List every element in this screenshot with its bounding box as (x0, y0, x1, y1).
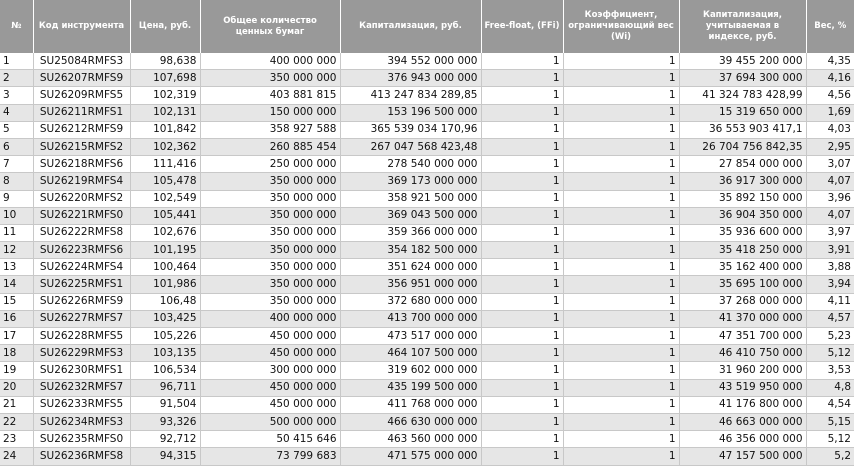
cell-price: 93,326 (130, 413, 200, 430)
cell-capitalization: 376 943 000 000 (340, 70, 481, 87)
cell-weight-percent: 4,56 (806, 87, 854, 104)
table-row (0, 53, 854, 70)
cell-instrument-code: SU26226RMFS9 (33, 293, 130, 310)
table-row (0, 276, 854, 293)
cell-instrument-code: SU25084RMFS3 (33, 53, 130, 70)
cell-free-float: 1 (481, 87, 563, 104)
table-row (0, 379, 854, 396)
cell-free-float: 1 (481, 173, 563, 190)
cell-weight-coefficient: 1 (563, 242, 679, 259)
cell-index-capitalization: 35 892 150 000 (679, 190, 806, 207)
cell-weight-percent: 4,16 (806, 70, 854, 87)
cell-free-float: 1 (481, 190, 563, 207)
cell-price: 106,48 (130, 293, 200, 310)
cell-weight-coefficient: 1 (563, 259, 679, 276)
cell-index-capitalization: 46 356 000 000 (679, 431, 806, 448)
cell-free-float: 1 (481, 362, 563, 379)
cell-number: 3 (0, 87, 33, 104)
cell-price: 106,534 (130, 362, 200, 379)
table-row (0, 310, 854, 327)
table-row (0, 121, 854, 138)
cell-price: 105,441 (130, 207, 200, 224)
cell-number: 1 (0, 53, 33, 70)
table-row (0, 224, 854, 241)
cell-number: 14 (0, 276, 33, 293)
table-row (0, 293, 854, 310)
cell-weight-coefficient: 1 (563, 224, 679, 241)
cell-index-capitalization: 36 917 300 000 (679, 173, 806, 190)
cell-capitalization: 435 199 500 000 (340, 379, 481, 396)
cell-price: 107,698 (130, 70, 200, 87)
cell-instrument-code: SU26223RMFS6 (33, 242, 130, 259)
cell-capitalization: 278 540 000 000 (340, 156, 481, 173)
cell-free-float: 1 (481, 121, 563, 138)
cell-capitalization: 359 366 000 000 (340, 224, 481, 241)
cell-price: 92,712 (130, 431, 200, 448)
cell-number: 11 (0, 224, 33, 241)
cell-weight-percent: 5,12 (806, 345, 854, 362)
cell-instrument-code: SU26227RMFS7 (33, 310, 130, 327)
table-row (0, 328, 854, 345)
cell-index-capitalization: 35 936 600 000 (679, 224, 806, 241)
cell-weight-coefficient: 1 (563, 276, 679, 293)
cell-free-float: 1 (481, 310, 563, 327)
cell-weight-percent: 5,2 (806, 448, 854, 465)
cell-number: 24 (0, 448, 33, 465)
header-weight-coefficient: Коэффициент, ограничивающий вес (Wi) (563, 0, 679, 53)
cell-number: 12 (0, 242, 33, 259)
cell-weight-percent: 3,88 (806, 259, 854, 276)
cell-price: 98,638 (130, 53, 200, 70)
cell-index-capitalization: 27 854 000 000 (679, 156, 806, 173)
cell-securities-count: 358 927 588 (200, 121, 340, 138)
cell-weight-percent: 3,97 (806, 224, 854, 241)
table-row (0, 138, 854, 155)
cell-securities-count: 73 799 683 (200, 448, 340, 465)
cell-weight-percent: 4,07 (806, 207, 854, 224)
cell-weight-percent: 4,54 (806, 396, 854, 413)
cell-weight-coefficient: 1 (563, 310, 679, 327)
cell-index-capitalization: 35 695 100 000 (679, 276, 806, 293)
table-row (0, 396, 854, 413)
cell-free-float: 1 (481, 156, 563, 173)
cell-weight-percent: 5,15 (806, 413, 854, 430)
cell-weight-percent: 3,94 (806, 276, 854, 293)
cell-number: 23 (0, 431, 33, 448)
cell-index-capitalization: 36 553 903 417,1 (679, 121, 806, 138)
cell-price: 96,711 (130, 379, 200, 396)
cell-securities-count: 350 000 000 (200, 224, 340, 241)
cell-index-capitalization: 15 319 650 000 (679, 104, 806, 121)
cell-number: 2 (0, 70, 33, 87)
cell-securities-count: 450 000 000 (200, 396, 340, 413)
cell-index-capitalization: 47 157 500 000 (679, 448, 806, 465)
cell-weight-coefficient: 1 (563, 207, 679, 224)
cell-weight-coefficient: 1 (563, 70, 679, 87)
cell-capitalization: 351 624 000 000 (340, 259, 481, 276)
header-free-float: Free-float, (FFi) (481, 0, 563, 53)
header-instrument-code: Код инструмента (33, 0, 130, 53)
cell-weight-percent: 4,57 (806, 310, 854, 327)
cell-price: 91,504 (130, 396, 200, 413)
table-row (0, 156, 854, 173)
cell-price: 102,676 (130, 224, 200, 241)
table-row (0, 207, 854, 224)
cell-number: 13 (0, 259, 33, 276)
cell-price: 94,315 (130, 448, 200, 465)
cell-capitalization: 464 107 500 000 (340, 345, 481, 362)
cell-weight-coefficient: 1 (563, 104, 679, 121)
cell-securities-count: 350 000 000 (200, 207, 340, 224)
header-securities-count: Общее количество ценных бумаг (200, 0, 340, 53)
cell-instrument-code: SU26219RMFS4 (33, 173, 130, 190)
cell-free-float: 1 (481, 396, 563, 413)
table-row (0, 242, 854, 259)
cell-securities-count: 400 000 000 (200, 310, 340, 327)
table-row (0, 190, 854, 207)
cell-capitalization: 463 560 000 000 (340, 431, 481, 448)
cell-index-capitalization: 41 324 783 428,99 (679, 87, 806, 104)
cell-free-float: 1 (481, 413, 563, 430)
cell-price: 111,416 (130, 156, 200, 173)
cell-index-capitalization: 35 418 250 000 (679, 242, 806, 259)
cell-number: 7 (0, 156, 33, 173)
cell-weight-percent: 5,23 (806, 328, 854, 345)
cell-instrument-code: SU26215RMFS2 (33, 138, 130, 155)
table-row (0, 362, 854, 379)
cell-weight-percent: 3,07 (806, 156, 854, 173)
cell-weight-coefficient: 1 (563, 138, 679, 155)
table-row (0, 259, 854, 276)
cell-index-capitalization: 41 370 000 000 (679, 310, 806, 327)
cell-price: 103,425 (130, 310, 200, 327)
cell-index-capitalization: 43 519 950 000 (679, 379, 806, 396)
cell-securities-count: 403 881 815 (200, 87, 340, 104)
cell-index-capitalization: 36 904 350 000 (679, 207, 806, 224)
cell-capitalization: 413 247 834 289,85 (340, 87, 481, 104)
cell-price: 103,135 (130, 345, 200, 362)
cell-securities-count: 350 000 000 (200, 293, 340, 310)
cell-number: 5 (0, 121, 33, 138)
cell-free-float: 1 (481, 276, 563, 293)
cell-capitalization: 369 173 000 000 (340, 173, 481, 190)
cell-number: 20 (0, 379, 33, 396)
cell-weight-percent: 1,69 (806, 104, 854, 121)
cell-capitalization: 356 951 000 000 (340, 276, 481, 293)
cell-number: 22 (0, 413, 33, 430)
cell-free-float: 1 (481, 259, 563, 276)
cell-index-capitalization: 37 694 300 000 (679, 70, 806, 87)
header-index-capitalization: Капитализация, учитываемая в индексе, руб. (679, 0, 806, 53)
table-row (0, 345, 854, 362)
table-row (0, 431, 854, 448)
cell-free-float: 1 (481, 448, 563, 465)
cell-number: 10 (0, 207, 33, 224)
cell-price: 105,226 (130, 328, 200, 345)
cell-instrument-code: SU26235RMFS0 (33, 431, 130, 448)
cell-number: 15 (0, 293, 33, 310)
table-row (0, 413, 854, 430)
cell-instrument-code: SU26236RMFS8 (33, 448, 130, 465)
cell-number: 8 (0, 173, 33, 190)
cell-weight-coefficient: 1 (563, 156, 679, 173)
cell-securities-count: 400 000 000 (200, 53, 340, 70)
cell-capitalization: 267 047 568 423,48 (340, 138, 481, 155)
cell-price: 101,842 (130, 121, 200, 138)
cell-weight-percent: 4,03 (806, 121, 854, 138)
cell-capitalization: 473 517 000 000 (340, 328, 481, 345)
cell-weight-coefficient: 1 (563, 328, 679, 345)
cell-price: 100,464 (130, 259, 200, 276)
cell-securities-count: 450 000 000 (200, 328, 340, 345)
cell-number: 17 (0, 328, 33, 345)
cell-free-float: 1 (481, 345, 563, 362)
cell-number: 19 (0, 362, 33, 379)
cell-weight-coefficient: 1 (563, 53, 679, 70)
cell-weight-percent: 2,95 (806, 138, 854, 155)
header-number: № (0, 0, 33, 53)
cell-price: 102,131 (130, 104, 200, 121)
cell-index-capitalization: 47 351 700 000 (679, 328, 806, 345)
cell-capitalization: 466 630 000 000 (340, 413, 481, 430)
cell-capitalization: 413 700 000 000 (340, 310, 481, 327)
cell-capitalization: 358 921 500 000 (340, 190, 481, 207)
table-row (0, 70, 854, 87)
cell-price: 102,549 (130, 190, 200, 207)
cell-weight-percent: 4,8 (806, 379, 854, 396)
table-row (0, 87, 854, 104)
table-body (0, 53, 854, 465)
cell-securities-count: 50 415 646 (200, 431, 340, 448)
table-row (0, 448, 854, 465)
cell-index-capitalization: 37 268 000 000 (679, 293, 806, 310)
cell-instrument-code: SU26220RMFS2 (33, 190, 130, 207)
cell-instrument-code: SU26229RMFS3 (33, 345, 130, 362)
cell-instrument-code: SU26230RMFS1 (33, 362, 130, 379)
cell-number: 16 (0, 310, 33, 327)
header-capitalization: Капитализация, руб. (340, 0, 481, 53)
cell-index-capitalization: 46 663 000 000 (679, 413, 806, 430)
header-row (0, 0, 854, 53)
cell-instrument-code: SU26211RMFS1 (33, 104, 130, 121)
header-weight-percent: Вес, % (806, 0, 854, 53)
cell-weight-percent: 5,12 (806, 431, 854, 448)
cell-securities-count: 500 000 000 (200, 413, 340, 430)
cell-number: 21 (0, 396, 33, 413)
cell-number: 6 (0, 138, 33, 155)
cell-instrument-code: SU26207RMFS9 (33, 70, 130, 87)
cell-weight-percent: 3,53 (806, 362, 854, 379)
cell-securities-count: 350 000 000 (200, 173, 340, 190)
cell-free-float: 1 (481, 328, 563, 345)
cell-index-capitalization: 35 162 400 000 (679, 259, 806, 276)
cell-instrument-code: SU26225RMFS1 (33, 276, 130, 293)
cell-securities-count: 350 000 000 (200, 276, 340, 293)
cell-free-float: 1 (481, 207, 563, 224)
cell-weight-percent: 3,91 (806, 242, 854, 259)
table-row (0, 173, 854, 190)
cell-securities-count: 350 000 000 (200, 70, 340, 87)
table-row (0, 104, 854, 121)
cell-capitalization: 471 575 000 000 (340, 448, 481, 465)
cell-index-capitalization: 26 704 756 842,35 (679, 138, 806, 155)
cell-free-float: 1 (481, 431, 563, 448)
cell-instrument-code: SU26218RMFS6 (33, 156, 130, 173)
cell-securities-count: 350 000 000 (200, 259, 340, 276)
cell-instrument-code: SU26233RMFS5 (33, 396, 130, 413)
cell-free-float: 1 (481, 224, 563, 241)
cell-capitalization: 372 680 000 000 (340, 293, 481, 310)
cell-securities-count: 450 000 000 (200, 379, 340, 396)
cell-capitalization: 411 768 000 000 (340, 396, 481, 413)
header-price: Цена, руб. (130, 0, 200, 53)
cell-weight-coefficient: 1 (563, 448, 679, 465)
cell-free-float: 1 (481, 70, 563, 87)
cell-free-float: 1 (481, 293, 563, 310)
cell-securities-count: 350 000 000 (200, 242, 340, 259)
cell-weight-coefficient: 1 (563, 190, 679, 207)
cell-index-capitalization: 31 960 200 000 (679, 362, 806, 379)
cell-capitalization: 365 539 034 170,96 (340, 121, 481, 138)
cell-securities-count: 260 885 454 (200, 138, 340, 155)
cell-weight-coefficient: 1 (563, 293, 679, 310)
cell-instrument-code: SU26232RMFS7 (33, 379, 130, 396)
cell-weight-coefficient: 1 (563, 413, 679, 430)
cell-capitalization: 319 602 000 000 (340, 362, 481, 379)
cell-securities-count: 300 000 000 (200, 362, 340, 379)
cell-capitalization: 394 552 000 000 (340, 53, 481, 70)
cell-index-capitalization: 41 176 800 000 (679, 396, 806, 413)
cell-capitalization: 153 196 500 000 (340, 104, 481, 121)
cell-number: 4 (0, 104, 33, 121)
cell-securities-count: 150 000 000 (200, 104, 340, 121)
cell-instrument-code: SU26222RMFS8 (33, 224, 130, 241)
cell-number: 18 (0, 345, 33, 362)
cell-free-float: 1 (481, 138, 563, 155)
cell-instrument-code: SU26234RMFS3 (33, 413, 130, 430)
cell-weight-coefficient: 1 (563, 87, 679, 104)
cell-weight-coefficient: 1 (563, 431, 679, 448)
cell-free-float: 1 (481, 53, 563, 70)
cell-capitalization: 369 043 500 000 (340, 207, 481, 224)
cell-weight-coefficient: 1 (563, 379, 679, 396)
cell-instrument-code: SU26221RMFS0 (33, 207, 130, 224)
cell-capitalization: 354 182 500 000 (340, 242, 481, 259)
cell-weight-coefficient: 1 (563, 362, 679, 379)
cell-securities-count: 250 000 000 (200, 156, 340, 173)
cell-free-float: 1 (481, 379, 563, 396)
cell-index-capitalization: 46 410 750 000 (679, 345, 806, 362)
cell-instrument-code: SU26209RMFS5 (33, 87, 130, 104)
cell-instrument-code: SU26212RMFS9 (33, 121, 130, 138)
cell-weight-percent: 4,11 (806, 293, 854, 310)
cell-weight-coefficient: 1 (563, 396, 679, 413)
cell-free-float: 1 (481, 104, 563, 121)
cell-price: 105,478 (130, 173, 200, 190)
cell-instrument-code: SU26228RMFS5 (33, 328, 130, 345)
cell-weight-percent: 3,96 (806, 190, 854, 207)
cell-price: 101,195 (130, 242, 200, 259)
cell-index-capitalization: 39 455 200 000 (679, 53, 806, 70)
cell-price: 101,986 (130, 276, 200, 293)
cell-number: 9 (0, 190, 33, 207)
cell-instrument-code: SU26224RMFS4 (33, 259, 130, 276)
cell-weight-coefficient: 1 (563, 173, 679, 190)
cell-price: 102,319 (130, 87, 200, 104)
cell-securities-count: 350 000 000 (200, 190, 340, 207)
cell-price: 102,362 (130, 138, 200, 155)
cell-weight-coefficient: 1 (563, 345, 679, 362)
cell-free-float: 1 (481, 242, 563, 259)
cell-securities-count: 450 000 000 (200, 345, 340, 362)
cell-weight-percent: 4,35 (806, 53, 854, 70)
cell-weight-percent: 4,07 (806, 173, 854, 190)
cell-weight-coefficient: 1 (563, 121, 679, 138)
